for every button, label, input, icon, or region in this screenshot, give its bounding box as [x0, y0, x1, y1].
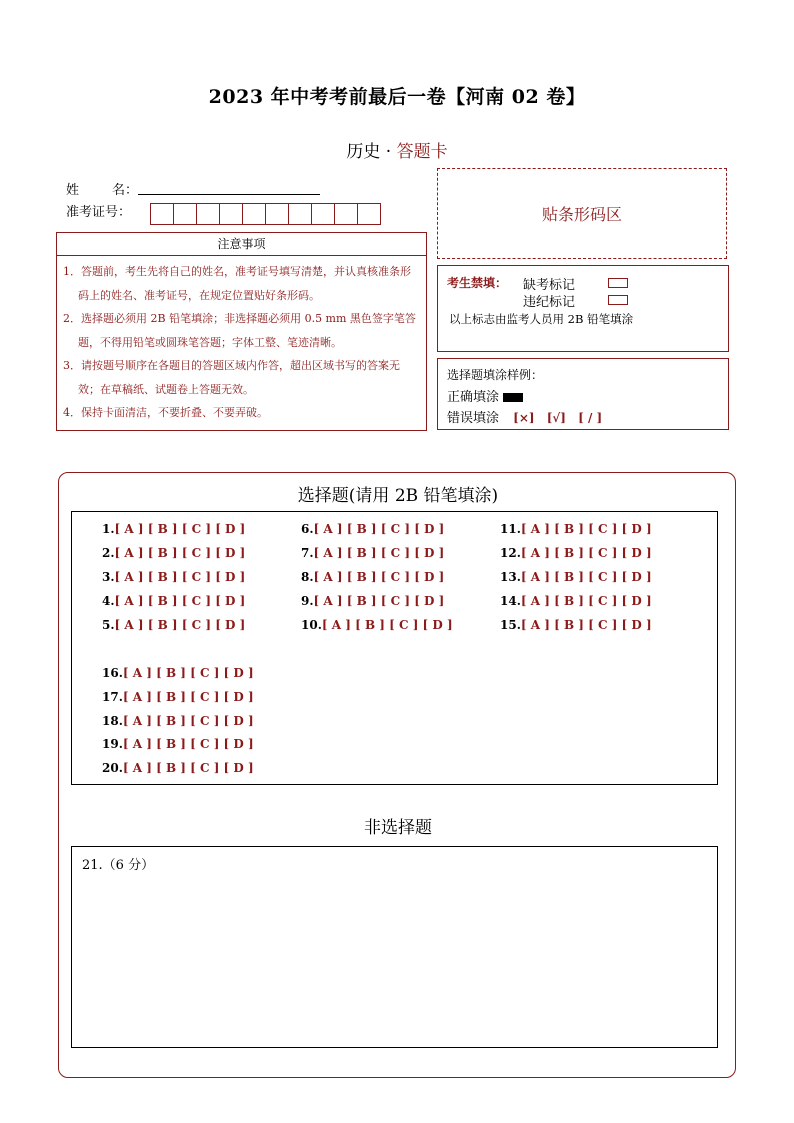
notice-item: 2．选择题必须用 2B 铅笔填涂；非选择题必须用 0.5 mm 黑色签字笔答题，不得用铅笔或圆珠笔答题；字体工整、笔迹清晰。 [63, 312, 416, 349]
exam-no-box[interactable] [219, 203, 243, 225]
question-row[interactable]: 18.[ A ] [ B ] [ C ] [ D ] [102, 714, 254, 728]
exam-no-label: 准考证号： [66, 205, 132, 220]
page-title: 2023 年中考考前最后一卷【河南 02 卷】 [208, 86, 586, 108]
question-row[interactable]: 7.[ A ] [ B ] [ C ] [ D ] [301, 546, 445, 560]
question-row[interactable]: 11.[ A ] [ B ] [ C ] [ D ] [500, 522, 652, 536]
question-row[interactable]: 16.[ A ] [ B ] [ C ] [ D ] [102, 666, 254, 680]
exam-no-boxes[interactable] [150, 203, 380, 225]
card-label: 答题卡 [396, 142, 448, 162]
exam-no-box[interactable] [150, 203, 174, 225]
exam-no-box[interactable] [288, 203, 312, 225]
notice-box [56, 232, 427, 431]
exam-no-box[interactable] [173, 203, 197, 225]
question-row[interactable]: 2.[ A ] [ B ] [ C ] [ D ] [102, 546, 246, 560]
correct-fill-row [447, 386, 523, 405]
question-row[interactable]: 3.[ A ] [ B ] [ C ] [ D ] [102, 570, 246, 584]
wrong-mark-cross: [×] [513, 411, 535, 425]
absent-label: 缺考标记 [523, 278, 576, 293]
notice-title: 注意事项 [57, 233, 426, 256]
question-row[interactable]: 4.[ A ] [ B ] [ C ] [ D ] [102, 594, 246, 608]
choice-section-title: 选择题(请用 2B 铅笔填涂) [297, 486, 499, 506]
fill-sample-box [437, 358, 729, 430]
answer-sheet-area [58, 472, 736, 1078]
notice-item: 1．答题前，考生先将自己的姓名，准考证号填写清楚，并认真核准条形码上的姓名、准考证号，在规定位置贴好条形码。 [63, 265, 411, 302]
question-row[interactable]: 17.[ A ] [ B ] [ C ] [ D ] [102, 690, 254, 704]
exam-no-box[interactable] [242, 203, 266, 225]
question-row[interactable]: 13.[ A ] [ B ] [ C ] [ D ] [500, 570, 652, 584]
q21-answer-box[interactable] [71, 846, 718, 1048]
question-row[interactable]: 19.[ A ] [ B ] [ C ] [ D ] [102, 737, 254, 751]
name-label: 姓 名： [66, 183, 139, 198]
question-row[interactable]: 8.[ A ] [ B ] [ C ] [ D ] [301, 570, 445, 584]
subject-label: 历史 [346, 142, 381, 162]
wrong-mark-check: [√] [546, 411, 566, 425]
exam-no-box[interactable] [265, 203, 289, 225]
subtitle-dot: · [385, 142, 392, 162]
question-row[interactable]: 20.[ A ] [ B ] [ C ] [ D ] [102, 761, 254, 775]
violation-label: 违纪标记 [523, 295, 576, 310]
exam-no-box[interactable] [357, 203, 381, 225]
choice-box [71, 511, 718, 785]
violation-row [523, 291, 575, 310]
barcode-label: 贴条形码区 [541, 205, 622, 224]
wrong-mark-slash: [ / ] [578, 411, 603, 425]
name-field[interactable] [138, 194, 320, 195]
exam-no-box[interactable] [311, 203, 335, 225]
filled-sample-icon [503, 393, 523, 402]
question-row[interactable]: 10.[ A ] [ B ] [ C ] [ D ] [301, 618, 453, 632]
forbidden-note: 以上标志由监考人员用 2B 铅笔填涂 [449, 312, 634, 326]
exam-no-box[interactable] [334, 203, 358, 225]
q21-label: 21.（6 分） [82, 858, 155, 873]
correct-fill-label: 正确填涂 [447, 390, 500, 405]
question-row[interactable]: 12.[ A ] [ B ] [ C ] [ D ] [500, 546, 652, 560]
forbidden-box [437, 265, 729, 352]
forbidden-label: 考生禁填： [447, 276, 508, 290]
question-row[interactable]: 15.[ A ] [ B ] [ C ] [ D ] [500, 618, 652, 632]
subtitle [0, 137, 794, 162]
violation-mark-box[interactable] [608, 295, 628, 305]
notice-item: 3．请按题号顺序在各题目的答题区域内作答，超出区域书写的答案无效；在草稿纸、试题卷上答题无效。 [63, 359, 400, 396]
non-choice-section-title: 非选择题 [364, 818, 432, 838]
question-row[interactable]: 5.[ A ] [ B ] [ C ] [ D ] [102, 618, 246, 632]
absent-mark-box[interactable] [608, 278, 628, 288]
question-row[interactable]: 9.[ A ] [ B ] [ C ] [ D ] [301, 594, 445, 608]
exam-no-box[interactable] [196, 203, 220, 225]
fill-sample-title: 选择题填涂样例： [447, 368, 544, 382]
question-row[interactable]: 6.[ A ] [ B ] [ C ] [ D ] [301, 522, 445, 536]
notice-item: 4．保持卡面清洁，不要折叠、不要弄破。 [63, 406, 268, 419]
wrong-fill-label: 错误填涂 [447, 411, 500, 426]
question-row[interactable]: 1.[ A ] [ B ] [ C ] [ D ] [102, 522, 246, 536]
barcode-area [437, 168, 727, 259]
question-row[interactable]: 14.[ A ] [ B ] [ C ] [ D ] [500, 594, 652, 608]
wrong-fill-row [447, 407, 602, 426]
